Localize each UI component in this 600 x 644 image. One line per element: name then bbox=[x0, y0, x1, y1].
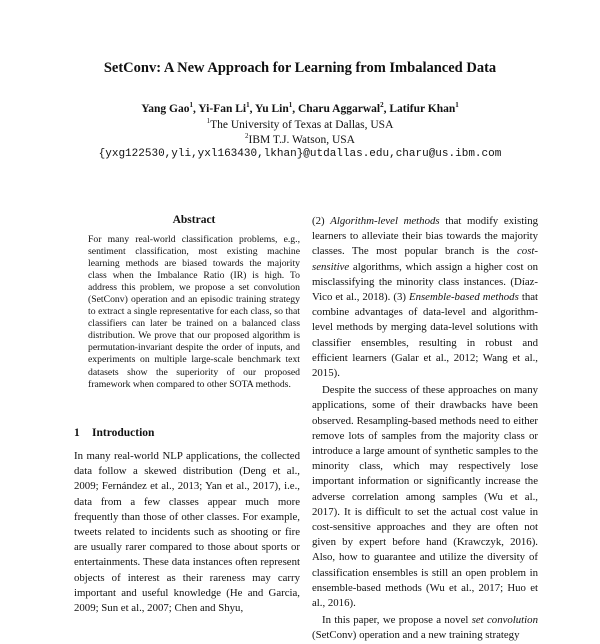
author-affiliation-mark: 2 bbox=[380, 101, 384, 110]
text-run: (2) bbox=[312, 215, 331, 227]
introduction-column-right bbox=[312, 214, 538, 644]
text-run: In this paper, we propose a novel bbox=[322, 614, 472, 627]
paragraph: Despite the success of these approaches on many applications, some of their drawbacks have been observed. Resampling-based methods need to either remove lots of samples from the majority class or introduce a large amount of synthetic samples to the minority class, which may respectively lose important information or significantly increase the adverse correlation among samples (Wu et al., 2017). It is difficult to set the actual cost value in cost-sensitive approaches and they are often not given by expert before hand (Krawczyk, 2016). Also, how to guarantee and utilize the diversity of classification ensembles is still an open problem in ensemble-based methods (Wu et al., 2017; Huo et al., 2016). bbox=[312, 384, 538, 610]
emphasis-text: Ensemble-based methods bbox=[408, 291, 519, 304]
paragraph bbox=[312, 214, 538, 381]
affiliation-mark: 2 bbox=[245, 132, 249, 141]
paragraph: In many real-world NLP applications, the collected data follow a skewed distribution (Deng et al., 2009; Fernández et al., 2013; Yan et al., 2017), i.e., data from a few classes appear much more frequently than those of other classes. For example, tweets related to incidents such as shooting or fire are usually rarer compared to those about sports or entertainments. These data instances often represent objects of interest as their rareness may carry important and useful knowledge (He and Garcia, 2009; Sun et al., 2007; Chen and Shyu, bbox=[74, 450, 300, 615]
text-run: that combine advantages of data-level and algorithm-level methods by merging data-level solutions with classifier ensembles, resulting in robust and efficient learners (Galar et al., 2012; Wang et al., 2015). bbox=[312, 291, 539, 380]
author-affiliation-mark: 1 bbox=[455, 101, 459, 110]
abstract-heading: Abstract bbox=[172, 214, 216, 226]
author-affiliation-mark: 1 bbox=[288, 101, 293, 110]
author-emails: {yxg122530,yli,yxl163430,lkhan}@utdallas.edu,charu@us.ibm.com bbox=[98, 148, 502, 160]
emphasis-text: set convolution bbox=[471, 614, 538, 627]
author-name: Latifur Khan bbox=[389, 103, 456, 115]
affiliation bbox=[0, 119, 600, 131]
affiliation bbox=[0, 134, 600, 146]
section-title: Introduction bbox=[92, 427, 155, 439]
author-list: Yang Gao$^1$, Yi-Fan Li$^1$, Yu Lin$^1$, Charu Aggarwal$^2$, Latifur Khan$^1$ bbox=[141, 101, 459, 115]
affiliation-text: The University of Texas at Dallas, USA bbox=[210, 119, 394, 131]
author-name: Charu Aggarwal bbox=[297, 103, 381, 115]
affiliation-text: IBM T.J. Watson, USA bbox=[248, 134, 355, 146]
author-name: Yang Gao bbox=[141, 103, 190, 115]
emphasis-text: cost-sensitive bbox=[312, 245, 538, 273]
emphasis-text: Algorithm-level methods bbox=[330, 215, 440, 227]
author-affiliation-mark: 1 bbox=[189, 101, 193, 110]
paper-title: SetConv: A New Approach for Learning from Imbalanced Data bbox=[103, 60, 497, 76]
affiliation-mark: 1 bbox=[206, 117, 211, 126]
author-name: Yu Lin bbox=[254, 103, 289, 115]
author-affiliation-mark: 1 bbox=[246, 101, 250, 110]
text-run: that modify existing learners to alleviate their bias towards the majority classes. The most popular branch is the bbox=[312, 215, 539, 258]
author-name: Yi-Fan Li bbox=[198, 103, 247, 115]
paragraph bbox=[312, 613, 538, 643]
abstract-text: For many real-world classification problems, e.g., sentiment classification, most existing machine learning methods are biased towards the majority class when the Imbalance Ratio (IR) is high. To address this problem, we propose a set convolution (SetConv) operation and an episodic training strategy to extract a single representative for each class, so that classifiers can later be trained on a balanced class distribution. We prove that our proposed algorithm is permutation-invariant despite the order of inputs, and experiments on multiple large-scale benchmark text datasets show the superiority of our proposed framework when compared to other SOTA methods. bbox=[88, 234, 300, 390]
text-run: algorithms, which assign a higher cost on misclassifying the minority class instances. (Díaz-Vico et al., 2018). (3) bbox=[312, 260, 538, 304]
section-heading bbox=[74, 427, 154, 439]
introduction-column-left bbox=[74, 449, 300, 616]
section-number: 1 bbox=[74, 427, 80, 439]
text-run: (SetConv) operation and a new training strategy bbox=[312, 629, 520, 642]
